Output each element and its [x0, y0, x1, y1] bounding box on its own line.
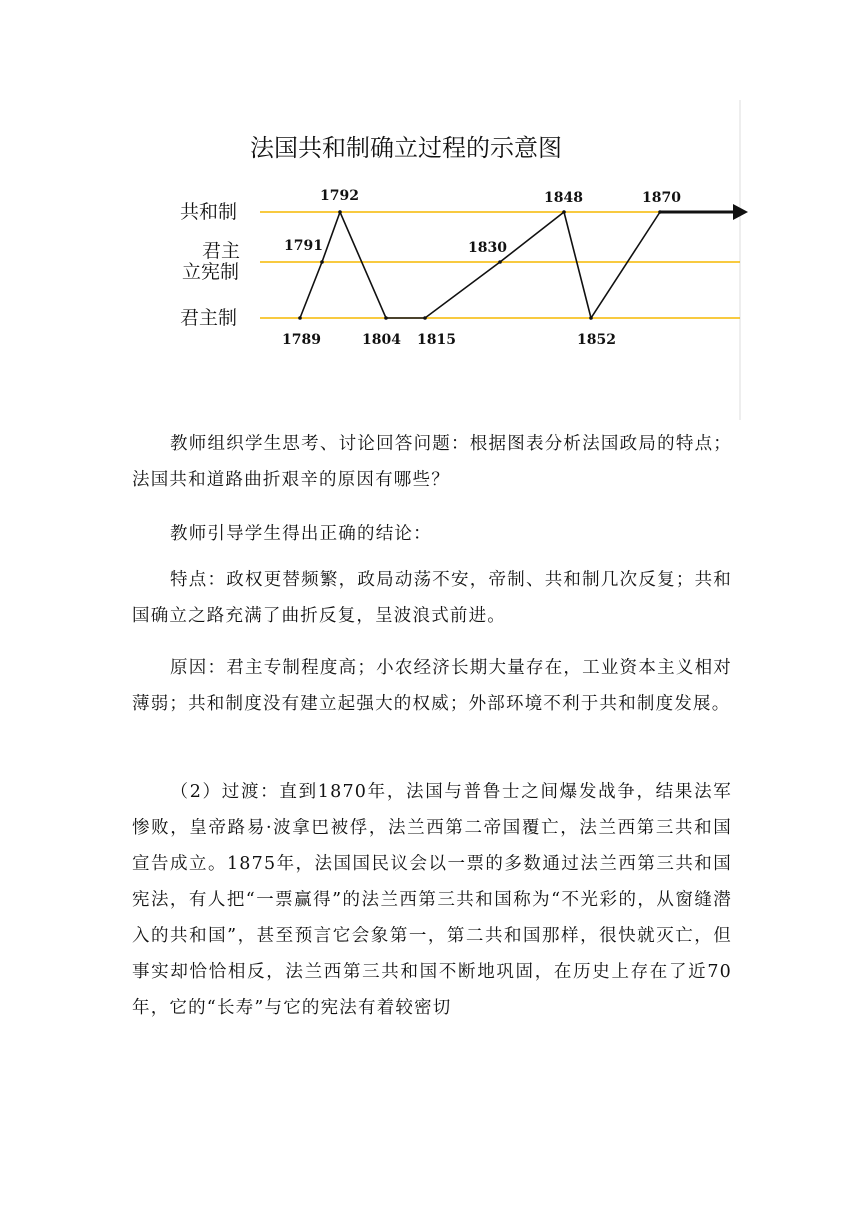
level-label-monarchy: 君主制	[180, 307, 238, 329]
data-point-1791	[320, 260, 324, 264]
paragraph-conclusion-intro	[132, 516, 732, 552]
year-label-1852: 1852	[577, 332, 616, 348]
paragraph-question-text: 教师组织学生思考、讨论回答问题：根据图表分析法国政局的特点；法国共和道路曲折艰辛的原因有哪些？	[132, 434, 732, 490]
year-label-1792: 1792	[320, 188, 359, 204]
level-label-constitutional-1: 君主	[202, 240, 241, 262]
year-label-1804: 1804	[362, 332, 401, 348]
republic-process-diagram	[150, 100, 750, 420]
year-label-1870: 1870	[642, 190, 681, 206]
data-point-1789	[298, 316, 302, 320]
chart-svg	[150, 100, 750, 420]
paragraph-reasons	[132, 650, 732, 722]
paragraph-reasons-text: 原因：君主专制程度高；小农经济长期大量存在，工业资本主义相对薄弱；共和制度没有建立起强大的权威；外部环境不利于共和制度发展。	[132, 658, 732, 714]
year-label-1815: 1815	[417, 332, 456, 348]
year-label-1789: 1789	[282, 332, 321, 348]
paragraph-transition	[132, 774, 732, 1026]
paragraph-features	[132, 562, 732, 634]
year-label-1830: 1830	[468, 240, 507, 256]
data-point-1848	[562, 210, 566, 214]
series-line	[300, 212, 660, 318]
paragraph-features-text: 特点：政权更替频繁，政局动荡不安，帝制、共和制几次反复；共和国确立之路充满了曲折反复，呈波浪式前进。	[132, 570, 732, 626]
level-label-republic: 共和制	[180, 201, 238, 223]
paragraph-conclusion-intro-text: 教师引导学生得出正确的结论：	[170, 524, 432, 544]
data-point-1792	[338, 210, 342, 214]
chart-title: 法国共和制确立过程的示意图	[250, 134, 562, 162]
year-label-1791: 1791	[284, 238, 323, 254]
data-point-1870	[658, 210, 662, 214]
data-point-1830	[498, 260, 502, 264]
data-point-1804	[384, 316, 388, 320]
data-point-1852	[589, 316, 593, 320]
paragraph-question	[132, 426, 732, 498]
year-label-1848: 1848	[544, 190, 583, 206]
level-label-constitutional-2: 立宪制	[182, 261, 240, 283]
data-point-1815	[423, 316, 427, 320]
paragraph-transition-text: （2）过渡：直到1870年，法国与普鲁士之间爆发战争，结果法军惨败，皇帝路易·波拿巴被俘，法兰西第二帝国覆亡，法兰西第三共和国宣告成立。1875年，法国国民议会以一票的多数通过法兰西第三共和国宪法，有人把“一票赢得”的法兰西第三共和国称为“不光彩的，从窗缝潜入的共和国”，甚至预言它会象第一，第二共和国那样，很快就灭亡，但事实却恰恰相反，法兰西第三共和国不断地巩固，在历史上存在了近70年，它的“长寿”与它的宪法有着较密切	[132, 782, 732, 1018]
